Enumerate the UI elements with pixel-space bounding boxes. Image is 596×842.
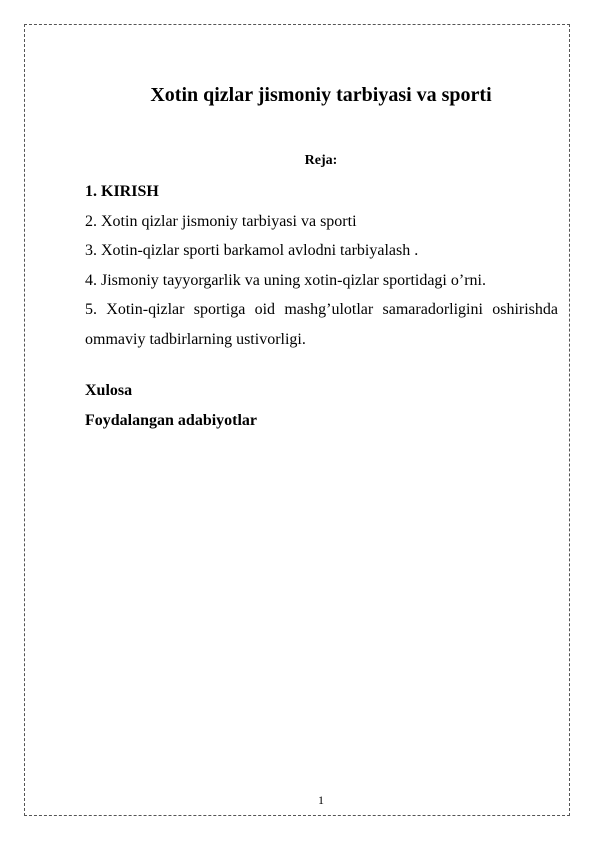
- plan-content: [85, 177, 558, 435]
- references-heading: Foydalangan adabiyotlar: [85, 411, 258, 429]
- conclusion-heading: Xulosa: [85, 382, 133, 399]
- plan-item-4: 4. Jismoniy tayyorgarlik va uning xotin-qizlar sportidagi o’rni.: [85, 271, 486, 289]
- section-spacer: [85, 354, 558, 376]
- page-number: 1: [318, 793, 324, 807]
- plan-item-3: 3. Xotin-qizlar sporti barkamol avlodni tarbiyalash .: [85, 242, 419, 259]
- document-title: Xotin qizlar jismoniy tarbiyasi va sporti: [150, 84, 492, 106]
- plan-item-2: 2. Xotin qizlar jismoniy tarbiyasi va sporti: [85, 212, 357, 230]
- plan-heading: Reja:: [304, 153, 338, 168]
- plan-item-5: 5. Xotin-qizlar sportiga oid mashg’ulotlar samaradorligini oshirishda ommaviy tadbirlarning ustivorligi.: [85, 301, 558, 348]
- plan-item-intro: 1. KIRISH: [85, 183, 159, 200]
